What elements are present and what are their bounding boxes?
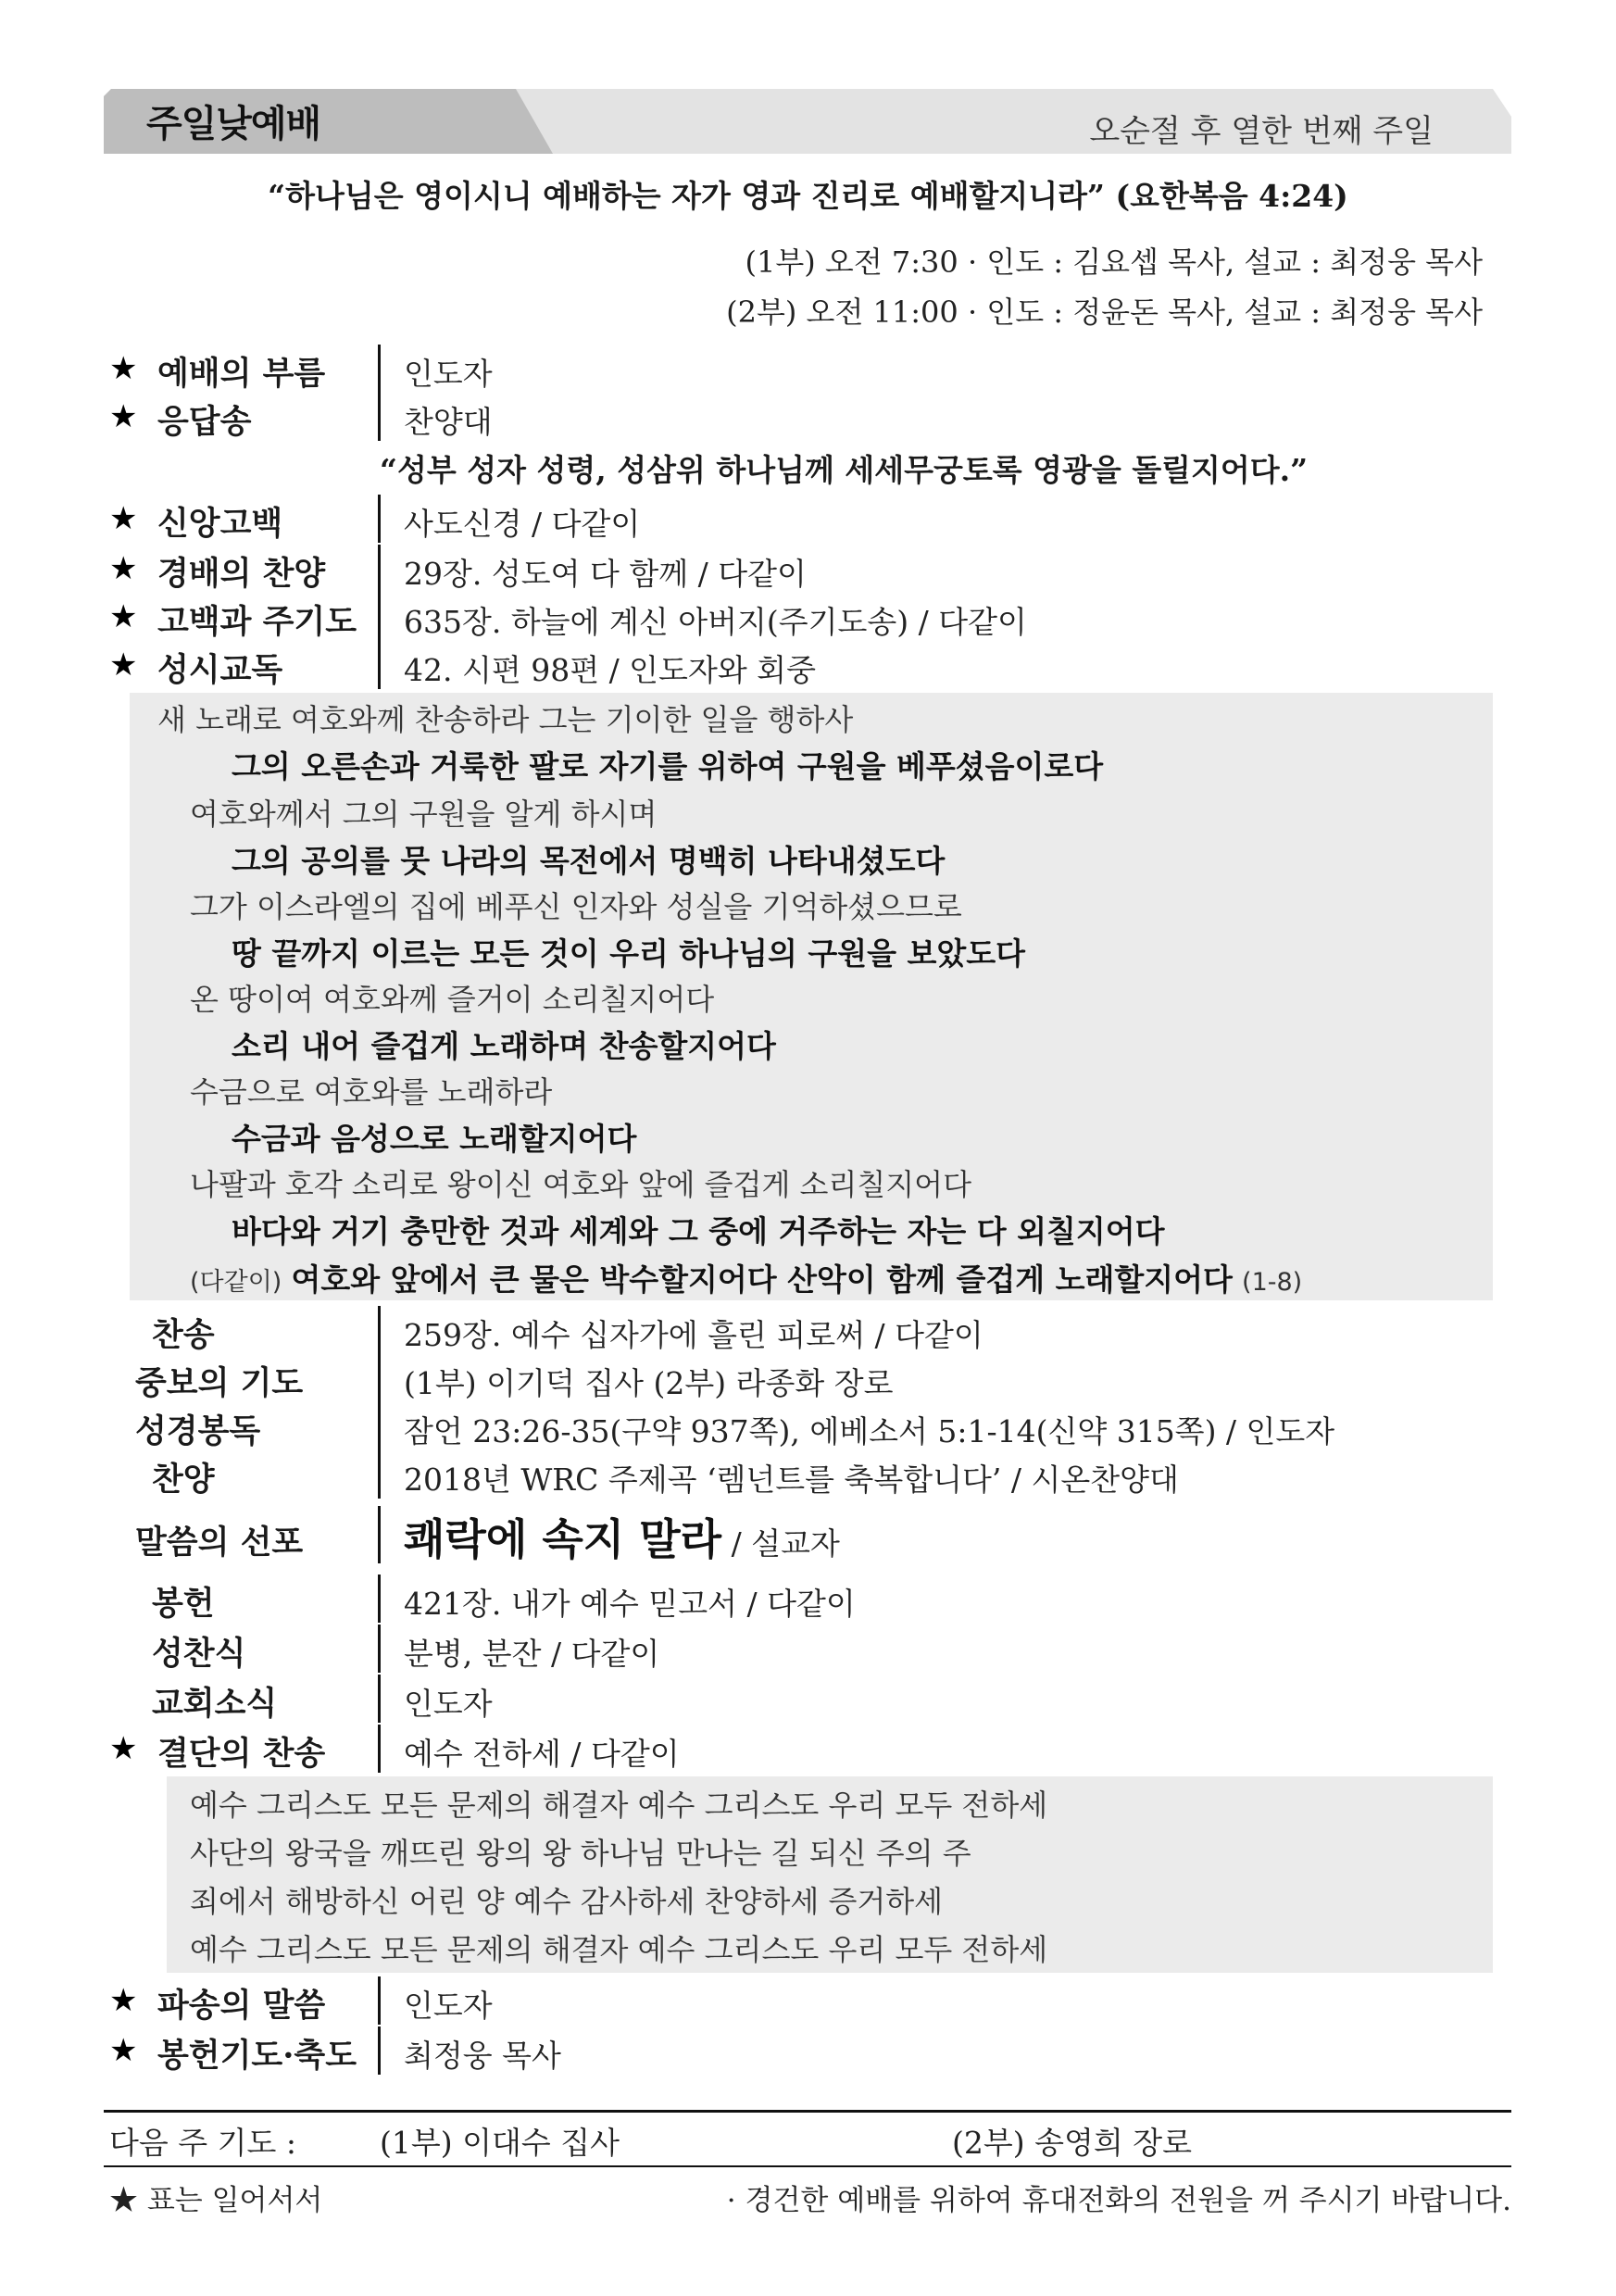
divider — [378, 641, 381, 689]
reading-response: 땅 끝까지 이르는 모든 것이 우리 하나님의 구원을 보았도다 — [232, 935, 1025, 972]
next-prayer-2: (2부) 송영희 장로 — [952, 2125, 1192, 2161]
stand-icon: ★ — [109, 598, 138, 635]
stand-icon: ★ — [109, 1982, 138, 2019]
order-label: 응답송 — [157, 403, 252, 441]
order-item — [109, 545, 1498, 593]
order-label: 봉헌 — [152, 1585, 215, 1623]
theme-verse: “하나님은 영이시니 예배하는 자가 영과 진리로 예배할지니라” (요한복음 4:24) — [268, 178, 1348, 214]
divider — [378, 1575, 381, 1623]
reading-response: 바다와 거기 충만한 것과 세계와 그 중에 거주하는 자는 다 외칠지어다 — [232, 1213, 1165, 1249]
order-label: 봉헌기도·축도 — [157, 2037, 357, 2075]
reading-leader: 새 노래로 여호와께 찬송하라 그는 기이한 일을 행하사 — [157, 702, 854, 737]
next-prayer-label: 다음 주 기도 : — [109, 2125, 296, 2161]
order-label: 찬송 — [152, 1316, 215, 1354]
reading-response: 그의 오른손과 거룩한 팔로 자기를 위하여 구원을 베푸셨음이로다 — [232, 748, 1104, 784]
reading-range: (1-8) — [1242, 1268, 1303, 1297]
divider — [378, 1725, 381, 1773]
order-value: 635장. 하늘에 계신 아버지(주기도송) / 다같이 — [404, 604, 1027, 640]
standing-note: ★ 표는 일어서서 — [109, 2184, 323, 2217]
hymn-line: 죄에서 해방하신 어린 양 예수 감사하세 찬양하세 증거하세 — [190, 1884, 944, 1919]
order-label: 파송의 말씀 — [157, 1987, 326, 2025]
order-label: 성경봉독 — [135, 1412, 261, 1450]
order-item — [109, 1575, 1498, 1623]
sermon-row — [109, 1506, 1498, 1563]
section-header — [104, 89, 1511, 156]
divider — [378, 1506, 381, 1563]
stand-icon: ★ — [109, 350, 138, 387]
hymn-line: 예수 그리스도 모든 문제의 해결자 예수 그리스도 우리 모두 전하세 — [190, 1788, 1048, 1823]
divider — [378, 1625, 381, 1673]
order-item — [109, 1725, 1498, 1773]
order-item — [109, 393, 1498, 441]
hymn-line: 사단의 왕국을 깨뜨린 왕의 왕 하나님 만나는 길 되신 주의 주 — [190, 1836, 971, 1871]
stand-icon: ★ — [109, 1730, 138, 1767]
reading-response: 소리 내어 즐겁게 노래하며 찬송할지어다 — [232, 1028, 776, 1064]
order-label: 예배의 부름 — [157, 355, 326, 393]
stand-icon: ★ — [109, 2032, 138, 2069]
order-value: 분병, 분잔 / 다같이 — [404, 1636, 660, 1672]
order-label: 고백과 주기도 — [157, 603, 357, 641]
order-label: 신앙고백 — [157, 505, 283, 543]
order-value: 인도자 — [404, 356, 493, 392]
service-time-2: (2부) 오전 11:00 · 인도 : 정윤돈 목사, 설교 : 최정웅 목사 — [726, 295, 1483, 330]
order-value: 찬양대 — [404, 404, 493, 440]
divider — [378, 545, 381, 593]
sermon-line — [404, 1506, 840, 1567]
divider — [378, 1675, 381, 1723]
reading-leader: 수금으로 여호와를 노래하라 — [190, 1074, 553, 1110]
sermon-title: 쾌락에 속지 말라 — [404, 1514, 722, 1564]
unison-text: 여호와 앞에서 큰 물은 박수할지어다 산악이 함께 즐겁게 노래할지어다 — [291, 1261, 1233, 1298]
reading-response: 수금과 음성으로 노래할지어다 — [232, 1121, 637, 1157]
divider — [378, 593, 381, 641]
order-value: 259장. 예수 십자가에 흘린 피로써 / 다같이 — [404, 1317, 983, 1353]
next-prayer-1: (1부) 이대수 집사 — [380, 2125, 620, 2161]
order-item — [109, 593, 1498, 641]
unison-prefix: (다같이) — [190, 1268, 282, 1297]
divider — [378, 393, 381, 441]
stand-icon: ★ — [109, 550, 138, 587]
footer-rule-bottom — [104, 2165, 1511, 2167]
divider — [378, 1450, 381, 1499]
order-item — [109, 1675, 1498, 1723]
order-item — [109, 2026, 1498, 2075]
reading-unison — [190, 1256, 1302, 1299]
footer-rule-top — [104, 2110, 1511, 2113]
divider — [378, 1976, 381, 2025]
stand-icon: ★ — [109, 398, 138, 435]
reading-leader: 온 땅이여 여호와께 즐거이 소리칠지어다 — [190, 982, 715, 1017]
order-value: 예수 전하세 / 다같이 — [404, 1736, 680, 1772]
doxology: “성부 성자 성령, 성삼위 하나님께 세세무궁토록 영광을 돌릴지어다.” — [380, 452, 1309, 488]
sermon-preacher: / 설교자 — [731, 1525, 840, 1562]
reading-leader: 여호와께서 그의 구원을 알게 하시며 — [190, 797, 658, 832]
divider — [378, 1402, 381, 1450]
order-value: 인도자 — [404, 1686, 493, 1722]
hymn-line: 예수 그리스도 모든 문제의 해결자 예수 그리스도 우리 모두 전하세 — [190, 1932, 1048, 1967]
divider — [378, 345, 381, 393]
order-value: 42. 시편 98편 / 인도자와 회중 — [404, 652, 816, 688]
reading-leader: 그가 이스라엘의 집에 베푸신 인자와 성실을 기억하셨으므로 — [190, 889, 962, 924]
order-value: 421장. 내가 예수 믿고서 / 다같이 — [404, 1586, 856, 1622]
divider — [378, 1306, 381, 1354]
service-time-1: (1부) 오전 7:30 · 인도 : 김요셉 목사, 설교 : 최정웅 목사 — [745, 245, 1483, 280]
order-value: 잠언 23:26-35(구약 937쪽), 에베소서 5:1-14(신약 315쪽) / 인도자 — [404, 1413, 1335, 1449]
order-value: (1부) 이기덕 집사 (2부) 라종화 장로 — [404, 1365, 894, 1401]
order-item — [109, 1402, 1498, 1450]
order-item — [109, 1306, 1498, 1354]
stand-icon: ★ — [109, 646, 138, 684]
order-item — [109, 345, 1498, 393]
divider — [378, 1354, 381, 1402]
order-value: 사도신경 / 다같이 — [404, 506, 641, 542]
order-label: 찬양 — [152, 1461, 215, 1499]
reading-response: 그의 공의를 뭇 나라의 목전에서 명백히 나타내셨도다 — [232, 843, 946, 879]
order-item — [109, 1354, 1498, 1402]
phone-notice: · 경건한 예배를 위하여 휴대전화의 전원을 꺼 주시기 바랍니다. — [726, 2184, 1511, 2217]
order-label: 말씀의 선포 — [135, 1524, 304, 1562]
sunday-name: 오순절 후 열한 번째 주일 — [1089, 113, 1434, 150]
order-value: 29장. 성도여 다 함께 / 다같이 — [404, 556, 807, 592]
order-item — [109, 1625, 1498, 1673]
divider — [378, 495, 381, 543]
order-item — [109, 1450, 1498, 1499]
order-label: 경배의 찬양 — [157, 555, 326, 593]
service-title: 주일낮예배 — [146, 103, 321, 145]
order-value: 2018년 WRC 주제곡 ‘렘넌트를 축복합니다’ / 시온찬양대 — [404, 1462, 1179, 1498]
order-value: 최정웅 목사 — [404, 2038, 561, 2074]
order-label: 중보의 기도 — [135, 1364, 304, 1402]
order-label: 결단의 찬송 — [157, 1735, 326, 1773]
order-item — [109, 641, 1498, 689]
order-label: 성시교독 — [157, 651, 283, 689]
order-label: 교회소식 — [152, 1685, 278, 1723]
order-value: 인도자 — [404, 1988, 493, 2024]
order-item — [109, 495, 1498, 543]
divider — [378, 2026, 381, 2075]
reading-leader: 나팔과 호각 소리로 왕이신 여호와 앞에 즐겁게 소리칠지어다 — [190, 1167, 972, 1202]
order-label: 성찬식 — [152, 1635, 246, 1673]
order-item — [109, 1976, 1498, 2025]
stand-icon: ★ — [109, 500, 138, 537]
